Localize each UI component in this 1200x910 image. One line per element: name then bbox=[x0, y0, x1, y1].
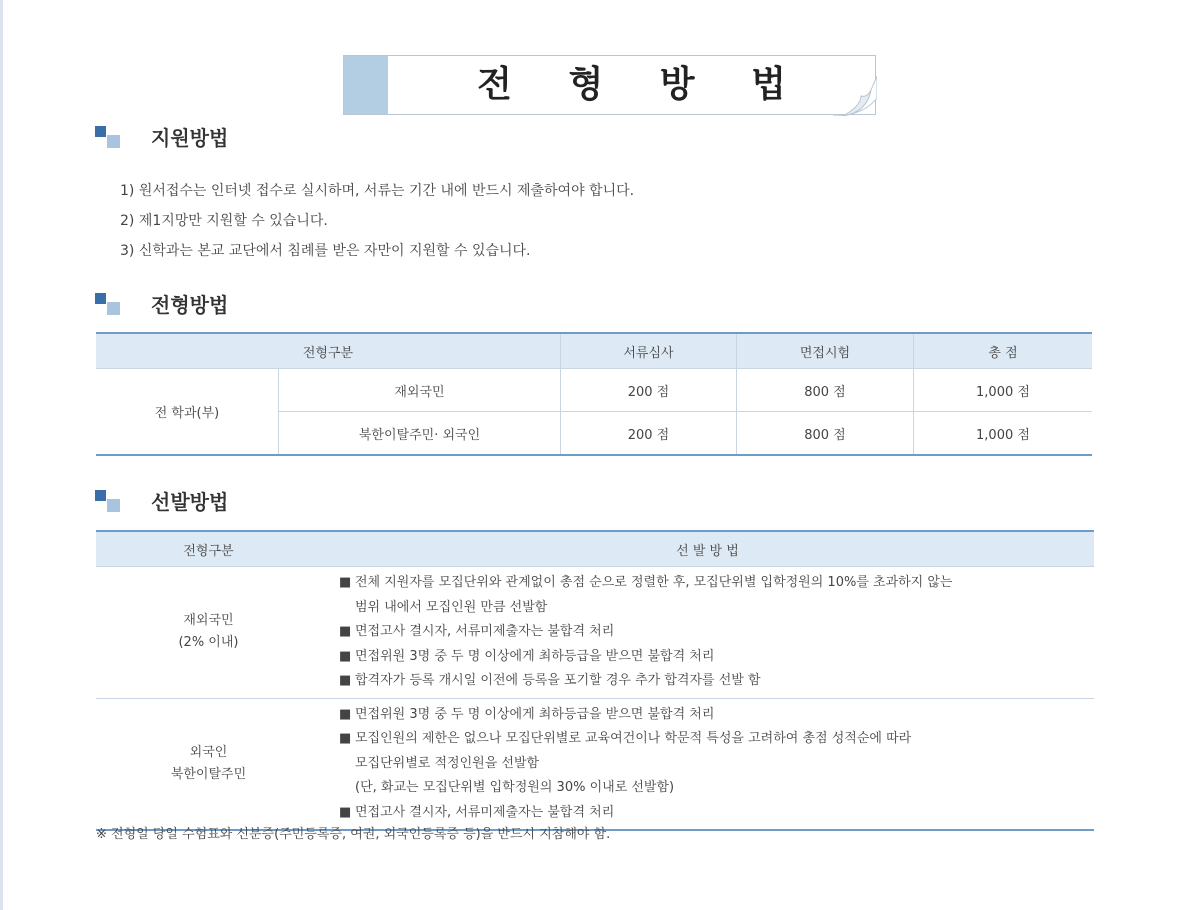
category-cell: 북한이탈주민· 외국인 bbox=[279, 412, 561, 456]
header-method: 선 발 방 법 bbox=[321, 531, 1094, 567]
page-curl-icon bbox=[833, 76, 877, 116]
bullet-icon: ■ bbox=[339, 731, 352, 746]
title-banner bbox=[343, 55, 876, 115]
list-item: ■ 면접고사 결시자, 서류미제출자는 불합격 처리 bbox=[339, 801, 1080, 826]
list-item: ■ 면접고사 결시자, 서류미제출자는 불합격 처리 bbox=[339, 620, 1080, 645]
header-interview: 면접시험 bbox=[737, 333, 914, 369]
doc-score-cell: 200 점 bbox=[561, 412, 737, 456]
list-item: ■ 면접위원 3명 중 두 명 이상에게 최하등급을 받으면 불합격 처리 bbox=[339, 703, 1080, 728]
group-cell: 전 학과(부) bbox=[96, 369, 279, 456]
table-row bbox=[96, 567, 1094, 699]
heading-square-icon bbox=[107, 135, 120, 148]
table-row bbox=[96, 369, 1092, 412]
list-item-continuation: 범위 내에서 모집인원 만큼 선발함 bbox=[355, 599, 548, 615]
heading-square-icon bbox=[107, 302, 120, 315]
bullet-icon: ■ bbox=[339, 804, 352, 820]
method-cell bbox=[321, 698, 1094, 830]
footnote: ※ 전형일 당일 수험표와 신분증(주민등록증, 여권, 외국인등록증 등)을 반드시 지참해야 함. bbox=[96, 827, 611, 842]
list-item-continuation: 모집단위별로 적정인원을 선발함 bbox=[355, 755, 540, 771]
header-category: 전형구분 bbox=[96, 333, 561, 369]
apply-note: 1) 원서접수는 인터넷 접수로 실시하며, 서류는 기간 내에 반드시 제출하여야 합니다. bbox=[120, 183, 635, 199]
screening-table bbox=[96, 332, 1092, 456]
table-header-row bbox=[96, 333, 1092, 369]
total-score-cell: 1,000 점 bbox=[914, 412, 1093, 456]
heading-square-icon bbox=[107, 499, 120, 512]
table-row bbox=[96, 698, 1094, 830]
method-cell bbox=[321, 567, 1094, 699]
category-cell: 재외국민 bbox=[279, 369, 561, 412]
header-category: 전형구분 bbox=[96, 531, 321, 567]
header-total: 총 점 bbox=[914, 333, 1093, 369]
group-cell bbox=[96, 567, 321, 699]
table-header-row bbox=[96, 531, 1094, 567]
bullet-icon: ■ bbox=[339, 624, 352, 639]
group-sublabel: (2% 이내) bbox=[178, 635, 239, 651]
list-item-continuation: (단, 화교는 모집단위별 입학정원의 30% 이내로 선발함) bbox=[355, 780, 675, 795]
page-left-rule bbox=[0, 0, 3, 910]
group-cell bbox=[96, 698, 321, 830]
bullet-icon: ■ bbox=[339, 706, 352, 722]
selection-table bbox=[96, 530, 1094, 831]
list-item: ■ 전체 지원자를 모집단위와 관계없이 총점 순으로 정렬한 후, 모집단위별 입학정원의 10%를 초과하지 않는 bbox=[339, 571, 1080, 596]
section-title-selection: 선발방법 bbox=[151, 490, 229, 514]
heading-square-icon bbox=[95, 490, 106, 501]
list-item: ■ 모집인원의 제한은 없으나 모집단위별로 교육여건이나 학문적 특성을 고려하여 총점 성적순에 따라 bbox=[339, 727, 1080, 752]
apply-notes bbox=[120, 176, 634, 266]
heading-square-icon bbox=[95, 126, 106, 137]
interview-score-cell: 800 점 bbox=[737, 412, 914, 456]
interview-score-cell: 800 점 bbox=[737, 369, 914, 412]
section-title-screening: 전형방법 bbox=[151, 293, 229, 317]
total-score-cell: 1,000 점 bbox=[914, 369, 1093, 412]
list-item: ■ 합격자가 등록 개시일 이전에 등록을 포기할 경우 추가 합격자를 선발 함 bbox=[339, 669, 1080, 694]
heading-square-icon bbox=[95, 293, 106, 304]
header-doc-review: 서류심사 bbox=[561, 333, 737, 369]
bullet-icon: ■ bbox=[339, 648, 352, 664]
group-sublabel: 북한이탈주민 bbox=[170, 766, 247, 782]
page-title: 전 형 방 법 bbox=[477, 64, 808, 105]
bullet-icon: ■ bbox=[339, 673, 352, 688]
section-title-apply: 지원방법 bbox=[151, 126, 229, 150]
bullet-icon: ■ bbox=[339, 575, 352, 590]
apply-note: 3) 신학과는 본교 교단에서 침례를 받은 자만이 지원할 수 있습니다. bbox=[120, 243, 531, 259]
group-label: 재외국민 bbox=[183, 613, 234, 629]
group-label: 외국인 bbox=[189, 744, 228, 760]
apply-note: 2) 제1지망만 지원할 수 있습니다. bbox=[120, 213, 328, 229]
list-item: ■ 면접위원 3명 중 두 명 이상에게 최하등급을 받으면 불합격 처리 bbox=[339, 645, 1080, 670]
doc-score-cell: 200 점 bbox=[561, 369, 737, 412]
title-accent-block bbox=[344, 56, 388, 114]
